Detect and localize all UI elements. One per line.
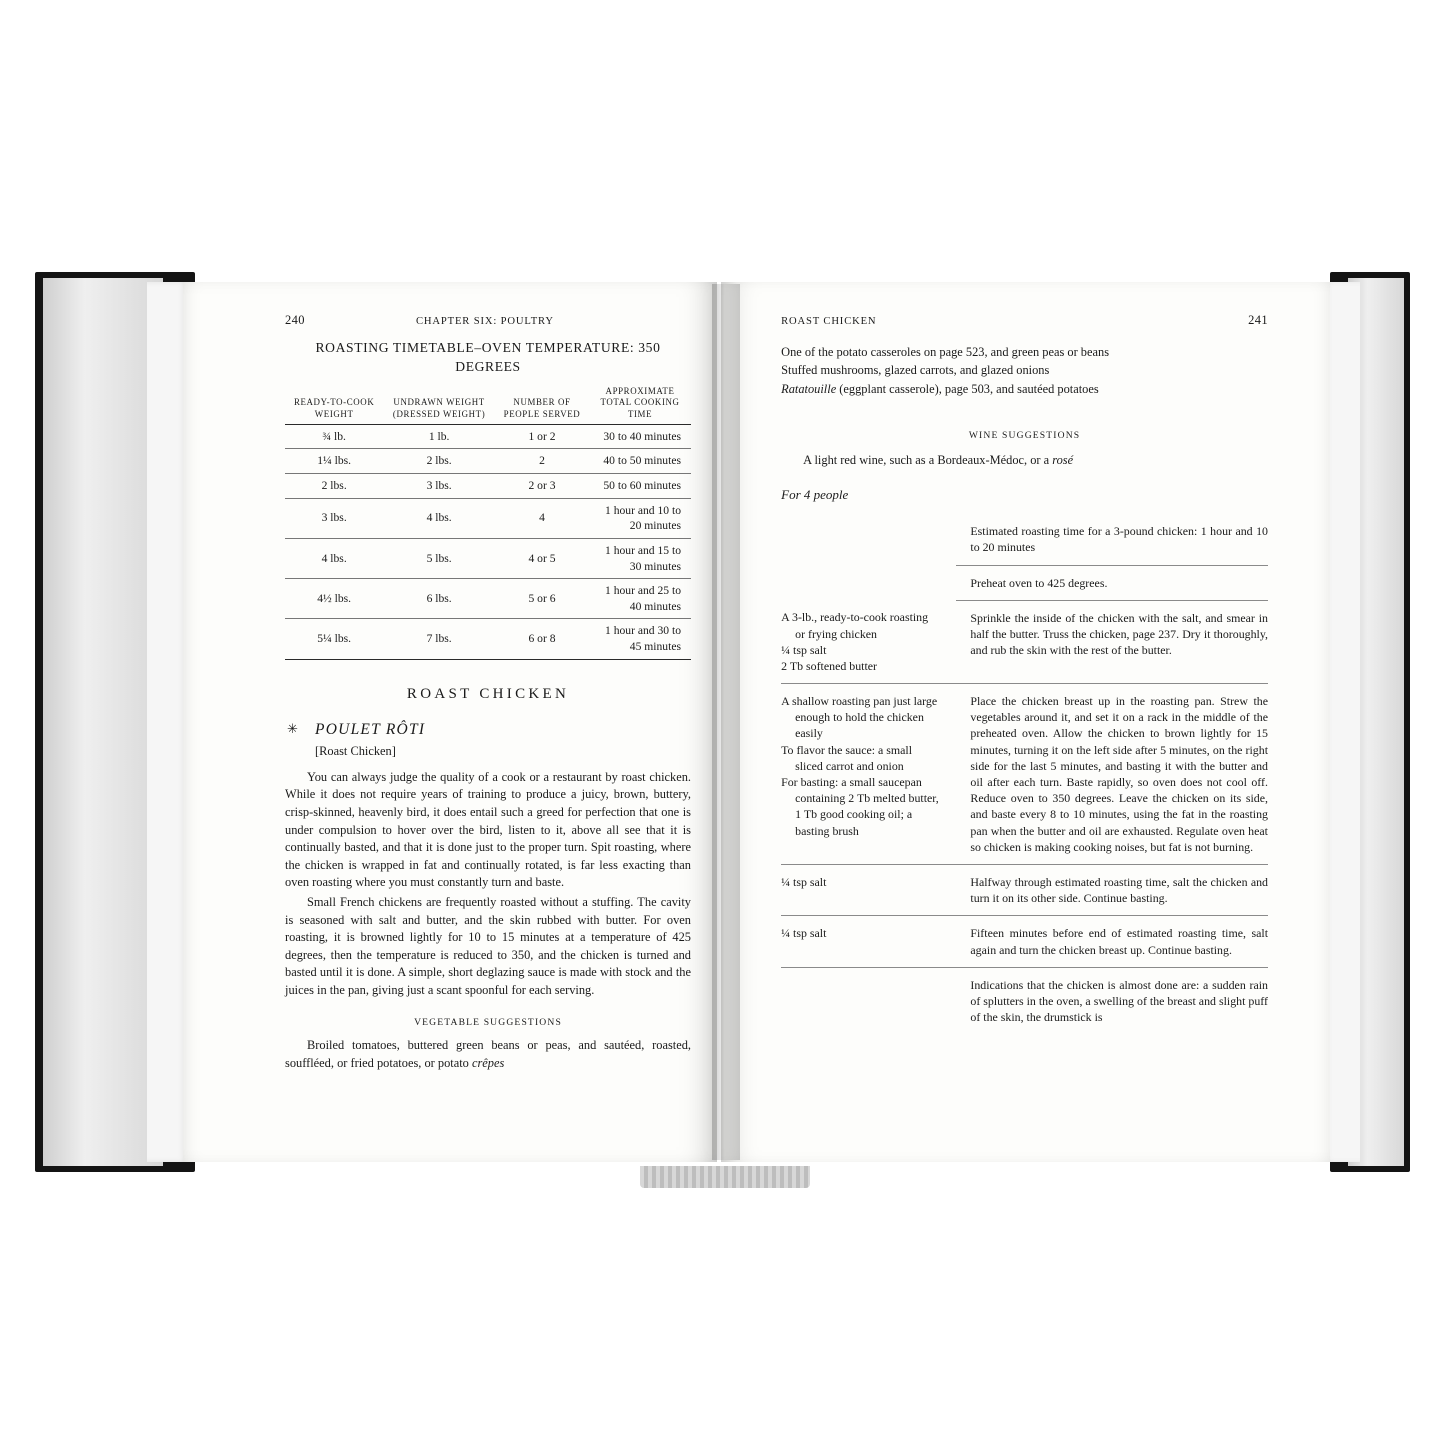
recipe-french-title-text: POULET RÔTI bbox=[315, 721, 426, 739]
book-board-left bbox=[43, 278, 163, 1166]
table-row bbox=[285, 619, 691, 659]
veg-line-ratatouille bbox=[781, 381, 1268, 399]
left-page bbox=[183, 282, 717, 1162]
table-cell: 2 bbox=[495, 449, 589, 474]
ingredient-item: 2 Tb softened butter bbox=[781, 658, 877, 673]
ingredient-item: ¼ tsp salt bbox=[781, 874, 827, 889]
timetable-title: ROASTING TIMETABLE–OVEN TEMPERATURE: 350 DEGREES bbox=[315, 339, 661, 375]
recipe-steps-body bbox=[781, 514, 1268, 1034]
table-cell: 1¼ lbs. bbox=[285, 449, 383, 474]
recipe-paragraph: You can always judge the quality of a cook or a restaurant by roast chicken. While it does not require years of training to produce a juicy, brown, buttery, crisp-skinned, heavenly bird, it does entail such a greed for perfection that one is under compulsion to hover over the bird, listen to it, above all see that it is continually basted, and that it is done just to the proper turn. Spit roasting, where the chicken is wrapped in fat and continually rotated, is far less exacting than oven roasting where you must constantly turn and baste. bbox=[285, 769, 691, 890]
table-cell: 3 lbs. bbox=[383, 474, 495, 499]
recipe-step-row bbox=[781, 565, 1268, 600]
book-spine-bottom bbox=[640, 1166, 810, 1188]
left-running-head bbox=[285, 312, 691, 330]
table-cell: 3 lbs. bbox=[285, 498, 383, 538]
recipe-steps-table bbox=[781, 514, 1268, 1034]
timetable-head bbox=[285, 386, 691, 424]
step-ingredients bbox=[781, 684, 956, 865]
vegetable-suggestions-continued bbox=[781, 344, 1268, 399]
step-ingredients bbox=[781, 514, 956, 565]
right-page bbox=[721, 282, 1330, 1162]
step-direction: Estimated roasting time for a 3-pound chicken: 1 hour and 10 to 20 minutes bbox=[956, 514, 1268, 565]
step-ingredients bbox=[781, 600, 956, 683]
table-cell: ¾ lb. bbox=[285, 424, 383, 449]
table-row bbox=[285, 498, 691, 538]
ingredient-item: For basting: a small saucepan containing 2 Tb melted butter, 1 Tb good cooking oil; a basting brush bbox=[781, 775, 939, 838]
step-direction: Fifteen minutes before end of estimated roasting time, salt again and turn the chicken breast up. Continue basting. bbox=[956, 916, 1268, 967]
table-row bbox=[285, 424, 691, 449]
table-row bbox=[285, 449, 691, 474]
right-page-content bbox=[781, 312, 1268, 1142]
table-cell: 2 lbs. bbox=[383, 449, 495, 474]
wine-text-main: A light red wine, such as a Bordeaux-Médoc, or a bbox=[803, 453, 1053, 468]
timetable-col-ready-weight: READY-TO-COOK WEIGHT bbox=[293, 397, 375, 419]
timetable-col-time: APPROXIMATE TOTAL COOKING TIME bbox=[600, 386, 680, 419]
vegetable-suggestions-text bbox=[285, 1037, 691, 1072]
table-cell: 1 lb. bbox=[383, 424, 495, 449]
timetable-header-row bbox=[285, 386, 691, 424]
cell-cooking-time: 1 hour and 15 to 30 minutes bbox=[589, 538, 691, 578]
cell-cooking-time: 1 hour and 25 to 40 minutes bbox=[589, 579, 691, 619]
recipe-step-row bbox=[781, 864, 1268, 915]
chapter-title-left: CHAPTER SIX: POULTRY bbox=[416, 316, 554, 327]
step-ingredients bbox=[781, 565, 956, 600]
wine-suggestions-heading: WINE SUGGESTIONS bbox=[968, 429, 1081, 441]
table-row bbox=[285, 474, 691, 499]
recipe-step-row bbox=[781, 967, 1268, 1034]
table-cell: 2 lbs. bbox=[285, 474, 383, 499]
recipe-french-title bbox=[287, 719, 691, 741]
table-cell: 4 or 5 bbox=[495, 538, 589, 578]
step-direction: Sprinkle the inside of the chicken with the salt, and smear in half the butter. Truss the chicken, page 237. Dry it thoroughly, and rub the skin with the rest of the butter. bbox=[956, 600, 1268, 683]
recipe-step-row bbox=[781, 916, 1268, 967]
ratatouille-rest: (eggplant casserole), page 503, and sautéed potatoes bbox=[836, 381, 1099, 396]
ingredient-item: A 3-lb., ready-to-cook roasting or frying chicken bbox=[781, 610, 929, 641]
recipe-paragraph: Small French chickens are frequently roasted without a stuffing. The cavity is seasoned with salt and butter, and the skin rubbed with butter. For oven roasting, it is browned lightly for 10 to 15 minutes at a temperature of 425 degrees, then the temperature is reduced to 350, and the chicken is turned and basted until it is done. A simple, short deglazing sauce is made with stock and the juices in the pan, giving just a scant spoonful for each serving. bbox=[285, 894, 691, 997]
timetable-body bbox=[285, 424, 691, 659]
table-cell: 4½ lbs. bbox=[285, 579, 383, 619]
table-cell: 2 or 3 bbox=[495, 474, 589, 499]
table-row bbox=[285, 579, 691, 619]
wine-suggestions-text bbox=[781, 452, 1268, 470]
wine-text-italic: rosé bbox=[1052, 453, 1074, 468]
ingredient-item: A shallow roasting pan just large enough to hold the chicken easily bbox=[781, 694, 938, 741]
servings-line: For 4 people bbox=[781, 486, 849, 502]
step-direction: Indications that the chicken is almost done are: a sudden rain of splutters in the oven, a swelling of the breast and slight puff of the skin, the drumstick is bbox=[970, 977, 1268, 1025]
page-number-left: 240 bbox=[285, 313, 305, 327]
step-ingredients bbox=[781, 864, 956, 915]
table-cell: 4 lbs. bbox=[285, 538, 383, 578]
table-cell: 5 or 6 bbox=[495, 579, 589, 619]
table-cell: 4 lbs. bbox=[383, 498, 495, 538]
table-row bbox=[285, 538, 691, 578]
table-cell: 4 bbox=[495, 498, 589, 538]
roasting-timetable bbox=[285, 386, 691, 659]
step-direction: Halfway through estimated roasting time, salt the chicken and turn it on its other side. Continue basting. bbox=[956, 864, 1268, 915]
cell-cooking-time: 50 to 60 minutes bbox=[589, 474, 691, 499]
ingredient-item: To flavor the sauce: a small sliced carrot and onion bbox=[781, 742, 913, 773]
recipe-step-row bbox=[781, 600, 1268, 683]
recipe-step-row bbox=[781, 514, 1268, 565]
timetable-col-undrawn-weight: UNDRAWN WEIGHT (DRESSED WEIGHT) bbox=[392, 397, 486, 419]
table-cell: 6 lbs. bbox=[383, 579, 495, 619]
cell-cooking-time: 30 to 40 minutes bbox=[589, 424, 691, 449]
cell-cooking-time: 1 hour and 10 to 20 minutes bbox=[589, 498, 691, 538]
timetable-col-people: NUMBER OF PEOPLE SERVED bbox=[503, 397, 581, 419]
step-ingredients bbox=[781, 916, 956, 967]
vegetable-suggestions-heading: VEGETABLE SUGGESTIONS bbox=[414, 1016, 562, 1028]
table-cell: 1 or 2 bbox=[495, 424, 589, 449]
ingredient-item: ¼ tsp salt bbox=[781, 926, 827, 941]
recipe-english-title: [Roast Chicken] bbox=[315, 744, 396, 759]
step-direction: Preheat oven to 425 degrees. bbox=[956, 565, 1268, 600]
table-cell: 6 or 8 bbox=[495, 619, 589, 659]
open-book bbox=[35, 272, 1410, 1172]
cell-cooking-time: 40 to 50 minutes bbox=[589, 449, 691, 474]
ratatouille-italic: Ratatouille bbox=[781, 381, 837, 396]
vegetable-text-italic: crêpes bbox=[471, 1055, 505, 1070]
recipe-running-title: ROAST CHICKEN bbox=[781, 316, 877, 327]
table-cell: 7 lbs. bbox=[383, 619, 495, 659]
left-page-content bbox=[285, 312, 691, 1142]
table-cell: 5 lbs. bbox=[383, 538, 495, 578]
table-cell: 5¼ lbs. bbox=[285, 619, 383, 659]
step-direction: Place the chicken breast up in the roasting pan. Strew the vegetables around it, and set it on a rack in the middle of the preheated oven. Allow the chicken to brown lightly for 15 minutes, turning it on the left side after 5 minutes, on the right side for the last 5 minutes, and basting it with the butter and oil after each turn. Baste rapidly, so oven does not cool off. Reduce oven to 350 degrees. Leave the chicken on its side, and baste every 8 to 10 minutes, using the fat in the roasting pan when the butter and oil are exhausted. Regulate oven heat so chicken is making cooking noises, but fat is not burning. bbox=[956, 684, 1268, 865]
recipe-step-row bbox=[781, 684, 1268, 865]
page-number-right: 241 bbox=[1248, 313, 1268, 327]
step-ingredients bbox=[781, 967, 956, 1034]
recipe-heading: ROAST CHICKEN bbox=[406, 685, 570, 702]
cell-cooking-time: 1 hour and 30 to 45 minutes bbox=[589, 619, 691, 659]
veg-line: Stuffed mushrooms, glazed carrots, and glazed onions bbox=[781, 363, 1050, 378]
veg-line: One of the potato casseroles on page 523, and green peas or beans bbox=[781, 344, 1110, 359]
ingredient-item: ¼ tsp salt bbox=[781, 642, 827, 657]
star-icon: ✳ bbox=[287, 721, 300, 737]
right-running-head bbox=[781, 312, 1268, 330]
vegetable-text-main: Broiled tomatoes, buttered green beans or peas, and sautéed, roasted, souffléed, or fried potatoes, or potato bbox=[285, 1038, 691, 1070]
